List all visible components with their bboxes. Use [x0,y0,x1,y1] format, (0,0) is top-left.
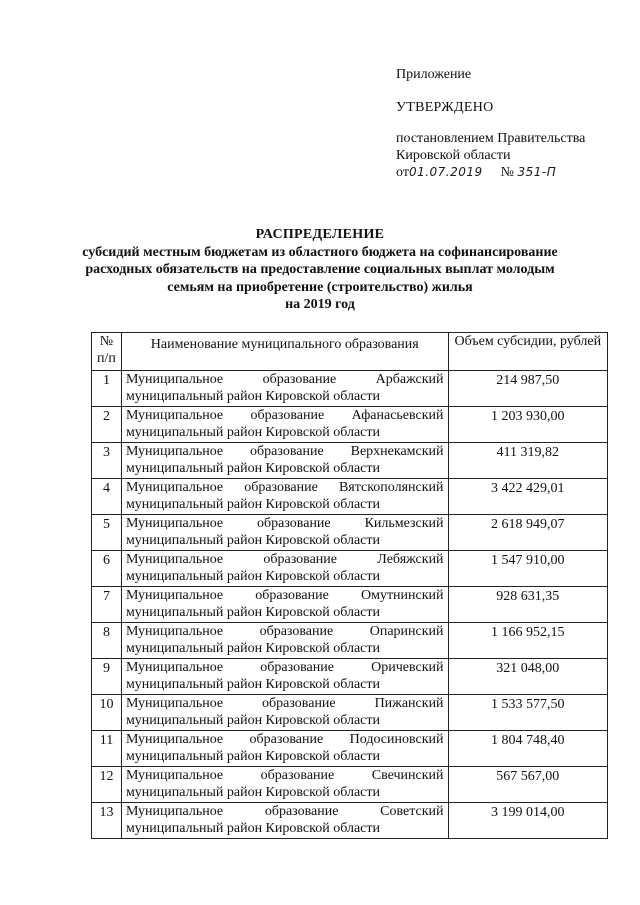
municipality-name-line-1: Муниципальное образование Советский [125,804,444,819]
title-line-3: семьям на приобретение (строительство) жилья [167,279,473,295]
table-row [92,479,608,515]
municipality-name [121,551,448,587]
table-row [92,551,608,587]
row-number: 10 [92,695,122,731]
municipality-name-line-1: Муниципальное образование Лебяжский [125,552,444,567]
subsidy-amount: 1 804 748,40 [448,731,607,767]
approval-stamp-block [396,66,626,181]
municipality-name-line-2: муниципальный район Кировской области [125,497,381,512]
municipality-name-line-1: Муниципальное образование Кильмезский [125,516,444,531]
table-row [92,803,608,839]
municipality-name [121,407,448,443]
row-number: 11 [92,731,122,767]
table-row [92,371,608,407]
municipality-name [121,659,448,695]
municipality-name-line-1: Муниципальное образование Опаринский [125,624,444,639]
municipality-name-line-2: муниципальный район Кировской области [125,605,381,620]
municipality-name-line-1: Муниципальное образование Омутнинский [125,588,444,603]
municipality-name-line-1: Муниципальное образование Пижанский [125,696,444,711]
subsidy-amount: 1 533 577,50 [448,695,607,731]
municipality-name-line-2: муниципальный район Кировской области [125,641,381,656]
municipality-name [121,515,448,551]
table-row [92,695,608,731]
subsidy-amount: 3 422 429,01 [448,479,607,515]
title-line-4: на 2019 год [285,297,355,312]
header-amount: Объем субсидии, рублей [448,333,607,371]
subsidy-amount: 567 567,00 [448,767,607,803]
subsidy-amount: 1 166 952,15 [448,623,607,659]
appendix-label: Приложение [396,67,472,82]
table-row [92,407,608,443]
table-row [92,767,608,803]
subsidy-amount: 1 547 910,00 [448,551,607,587]
title-line-1: субсидий местным бюджетам из областного бюджета на софинансирование [82,244,558,260]
table-row [92,443,608,479]
subsidy-amount: 2 618 949,07 [448,515,607,551]
subsidy-amount: 411 319,82 [448,443,607,479]
municipality-name-line-1: Муниципальное образование Подосиновский [125,732,444,747]
subsidy-table [91,332,608,839]
row-number: 1 [92,371,122,407]
municipality-name [121,767,448,803]
subsidy-amount: 1 203 930,00 [448,407,607,443]
row-number: 6 [92,551,122,587]
approved-heading: УТВЕРЖДЕНО [396,100,494,115]
table-row [92,515,608,551]
municipality-name [121,371,448,407]
municipality-name-line-2: муниципальный район Кировской области [125,389,381,404]
municipality-name-line-1: Муниципальное образование Верхнекамский [125,444,444,459]
municipality-name-line-1: Муниципальное образование Вятскополянский [125,480,444,495]
row-number: 8 [92,623,122,659]
table-row [92,623,608,659]
number-prefix: № [500,165,515,180]
municipality-name-line-1: Муниципальное образование Арбажский [125,372,444,387]
title-main: РАСПРЕДЕЛЕНИЕ [255,227,385,242]
row-number: 3 [92,443,122,479]
table-header-row [92,333,608,371]
header-num: № п/п [92,333,122,371]
subsidy-amount: 928 631,35 [448,587,607,623]
row-number: 7 [92,587,122,623]
row-number: 13 [92,803,122,839]
municipality-name-line-1: Муниципальное образование Оричевский [125,660,444,675]
decree-date-number [396,164,626,181]
title-line-2: расходных обязательств на предоставление социальных выплат молодым [85,262,555,277]
municipality-name-line-2: муниципальный район Кировской области [125,533,381,548]
municipality-name-line-1: Муниципальное образование Свечинский [125,768,444,783]
municipality-name-line-2: муниципальный район Кировской области [125,569,381,584]
subsidy-amount: 3 199 014,00 [448,803,607,839]
table-row [92,659,608,695]
subsidy-amount: 321 048,00 [448,659,607,695]
municipality-name-line-2: муниципальный район Кировской области [125,713,381,728]
municipality-name [121,731,448,767]
date-prefix: от [396,165,409,180]
municipality-name [121,623,448,659]
municipality-name [121,803,448,839]
municipality-name-line-2: муниципальный район Кировской области [125,677,381,692]
row-number: 2 [92,407,122,443]
municipality-name [121,479,448,515]
table-row [92,587,608,623]
row-number: 4 [92,479,122,515]
municipality-name-line-2: муниципальный район Кировской области [125,749,381,764]
row-number: 5 [92,515,122,551]
municipality-name-line-2: муниципальный район Кировской области [125,821,381,836]
row-number: 12 [92,767,122,803]
decree-date: 01.07.2019 [408,165,483,179]
municipality-name [121,443,448,479]
municipality-name-line-2: муниципальный район Кировской области [125,785,381,800]
decree-line-1: постановлением Правительства [396,131,586,146]
municipality-name-line-1: Муниципальное образование Афанасьевский [125,408,444,423]
decree-number: 351-П [517,165,557,179]
decree-line-2: Кировской области [396,148,511,163]
header-name: Наименование муниципального образования [121,333,448,371]
municipality-name-line-2: муниципальный район Кировской области [125,425,381,440]
row-number: 9 [92,659,122,695]
table-row [92,731,608,767]
document-title [60,226,580,314]
municipality-name [121,587,448,623]
subsidy-amount: 214 987,50 [448,371,607,407]
municipality-name [121,695,448,731]
municipality-name-line-2: муниципальный район Кировской области [125,461,381,476]
